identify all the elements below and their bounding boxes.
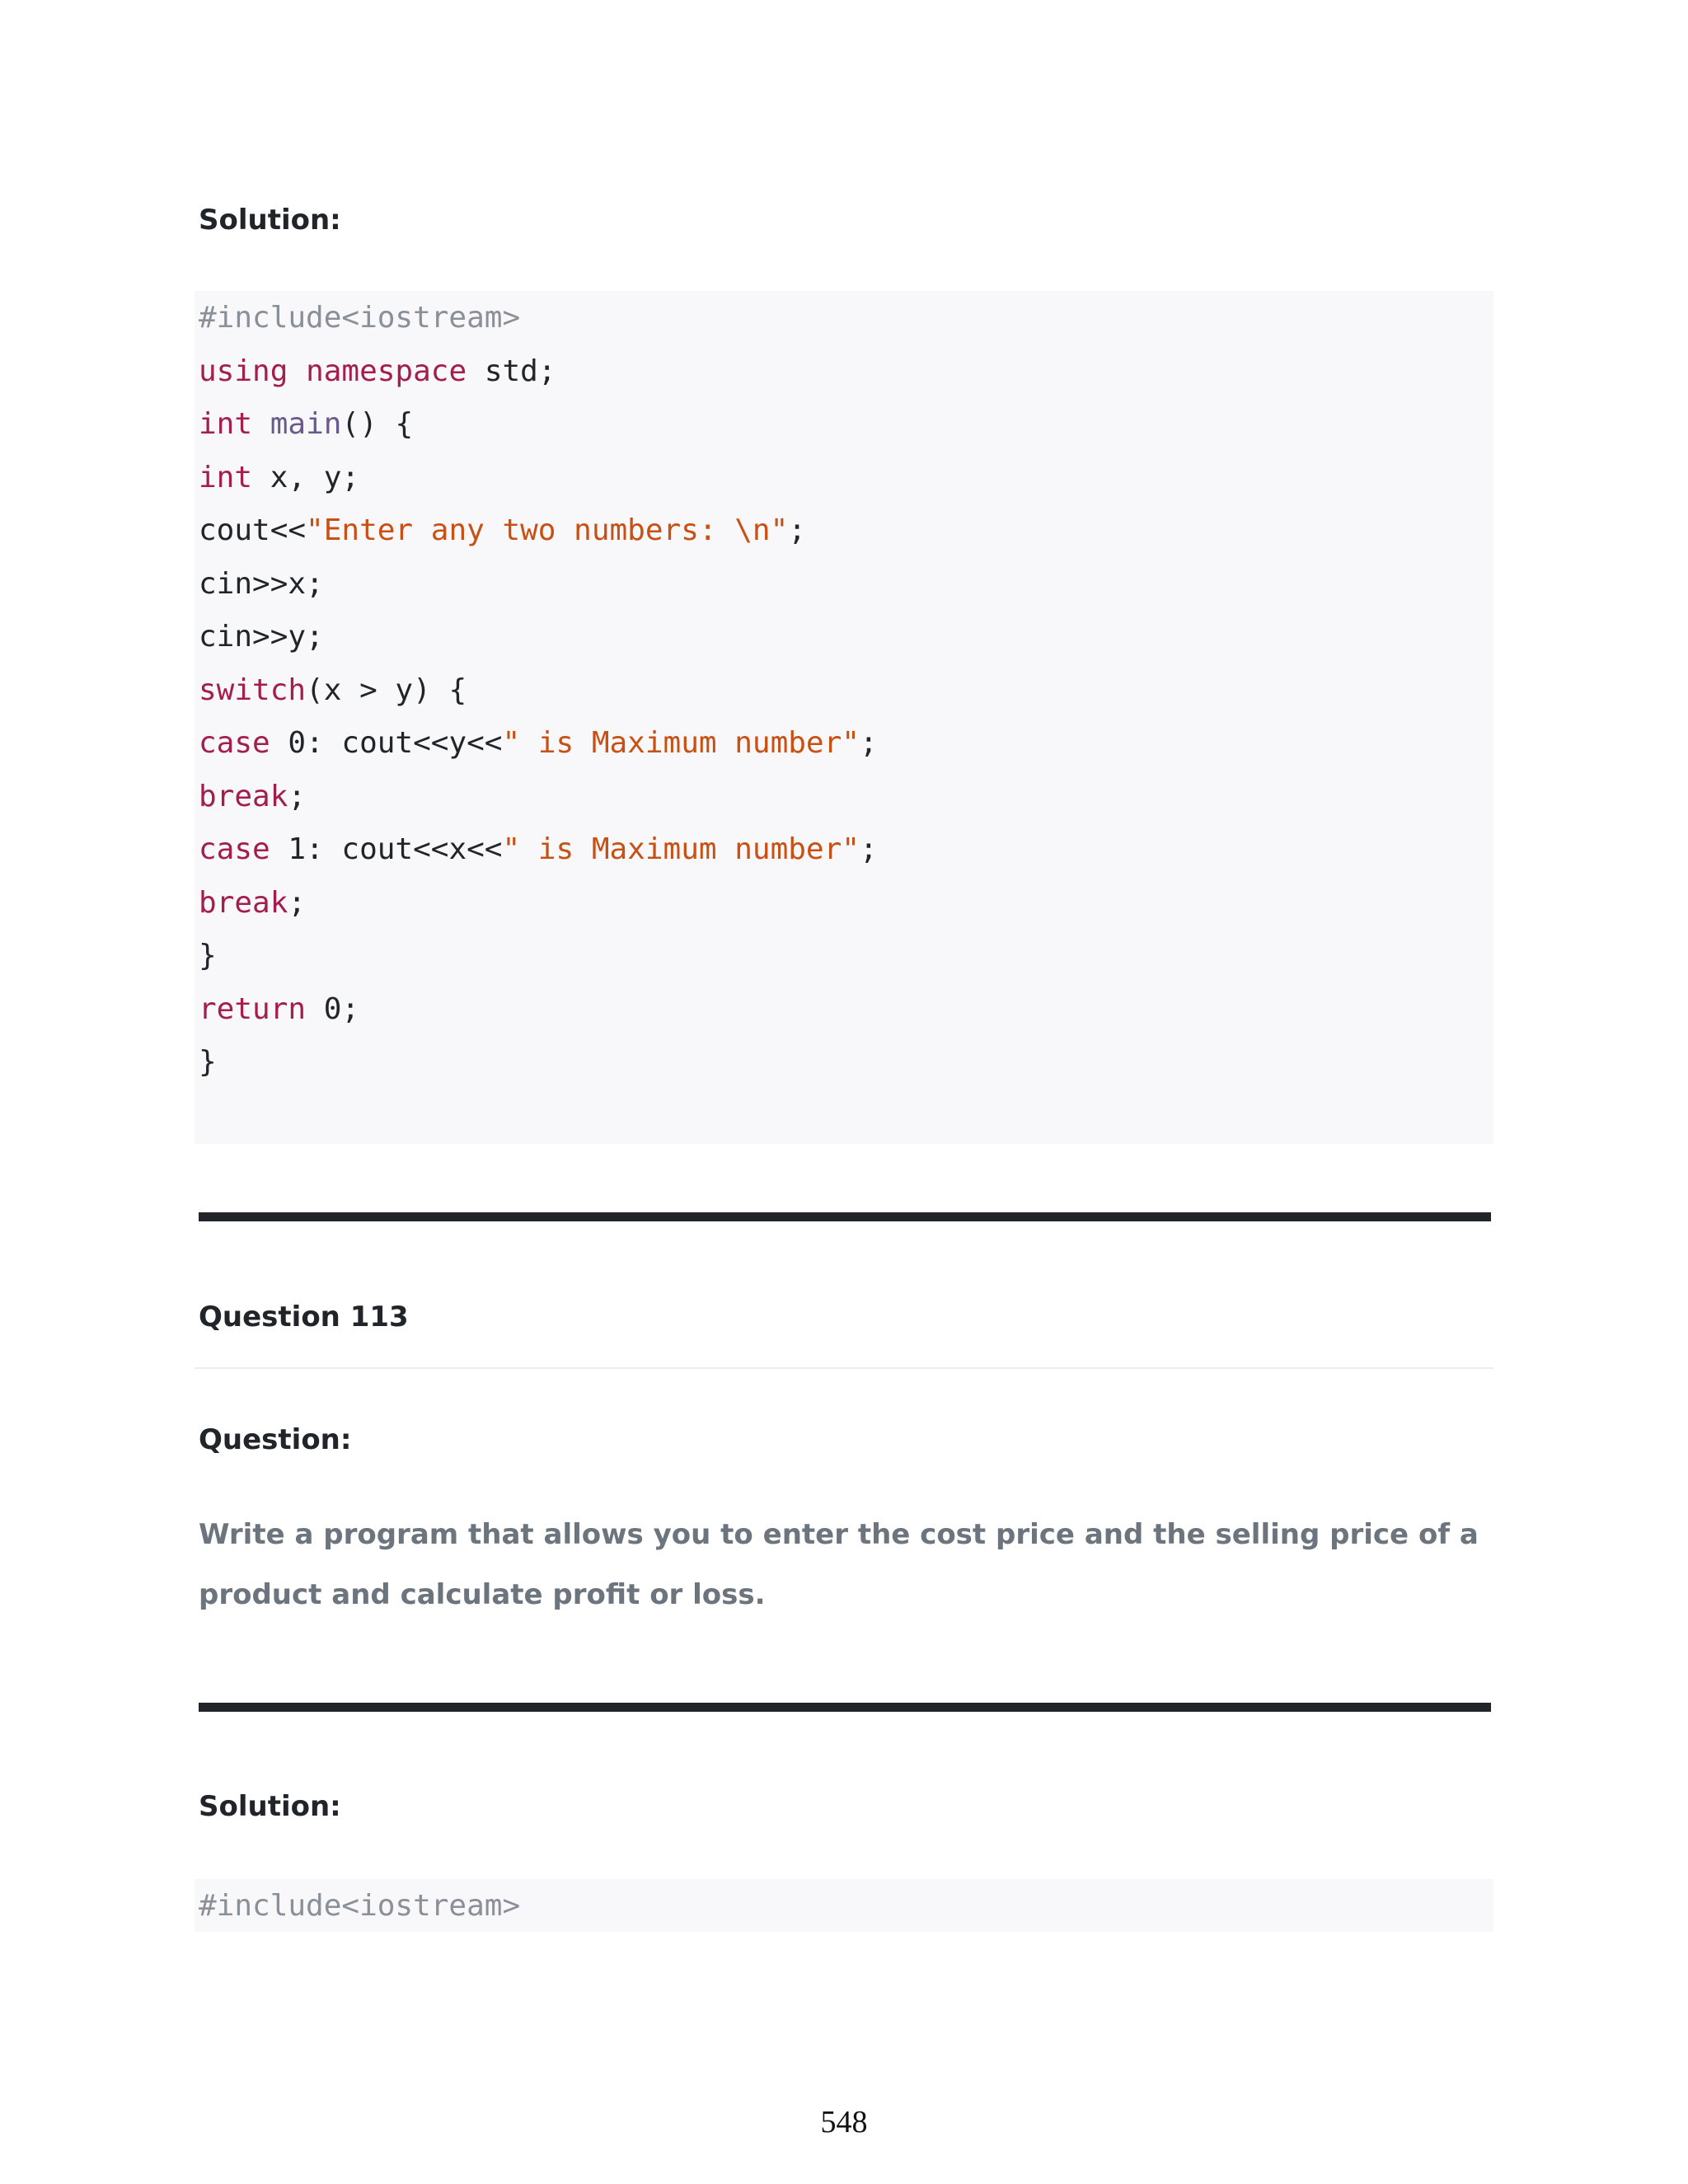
heading-underline: [195, 1367, 1493, 1369]
section-divider: [199, 1212, 1491, 1221]
code-line: [199, 354, 556, 388]
code-token: int: [199, 460, 253, 494]
solution-heading: Solution:: [199, 1790, 341, 1823]
code-token: case: [199, 726, 270, 760]
code-line: [199, 941, 217, 971]
code-token: ;: [788, 513, 806, 547]
code-token: main: [270, 407, 342, 441]
code-token: case: [199, 832, 270, 866]
code-line: [199, 779, 307, 813]
question-text: Write a program that allows you to enter the cost price and the selling price of a product and calculate profit or loss.: [199, 1518, 1479, 1611]
question-number-heading: Question 113: [199, 1301, 409, 1333]
code-token: ;: [288, 779, 307, 813]
code-token: #include<iostream>: [199, 301, 521, 335]
solution-heading: Solution:: [199, 204, 341, 237]
code-line: [199, 1891, 520, 1921]
code-token: 0;: [306, 991, 360, 1026]
code-block: [195, 291, 1493, 1144]
code-line: [199, 513, 806, 547]
code-token: [252, 407, 270, 441]
code-token: #include<iostream>: [199, 1889, 521, 1923]
code-line: [199, 832, 878, 866]
code-token: break: [199, 885, 288, 920]
code-token: cout<<: [199, 513, 307, 547]
code-token: }: [199, 1045, 217, 1079]
code-token: cin>>x;: [199, 566, 324, 601]
code-block: [195, 1879, 1493, 1932]
page-number: 548: [820, 2105, 868, 2139]
code-line: [199, 303, 520, 333]
code-token: return: [199, 991, 307, 1026]
code-line: [199, 673, 467, 707]
code-token: ;: [859, 726, 878, 760]
code-token: }: [199, 939, 217, 972]
code-token: 1: cout<<x<<: [270, 832, 503, 866]
code-token: " is Maximum number": [502, 726, 860, 760]
code-line: [199, 991, 360, 1026]
code-line: [199, 407, 414, 441]
code-token: namespace: [306, 354, 467, 388]
code-token: 0: cout<<y<<: [270, 726, 503, 760]
code-line: [199, 622, 324, 652]
code-token: cin>>y;: [199, 620, 324, 654]
code-token: int: [199, 407, 253, 441]
question-heading: Question:: [199, 1423, 352, 1456]
code-token: " is Maximum number": [502, 832, 860, 866]
code-line: [199, 460, 360, 494]
code-token: break: [199, 779, 288, 813]
code-line: [199, 1047, 217, 1077]
code-token: std;: [467, 354, 556, 388]
code-token: (x > y) {: [306, 673, 467, 707]
code-token: () {: [341, 407, 414, 441]
code-token: using: [199, 354, 288, 388]
section-divider: [199, 1703, 1491, 1712]
code-token: x, y;: [252, 460, 360, 494]
code-token: [288, 354, 306, 388]
code-line: [199, 566, 324, 601]
code-token: ;: [859, 832, 878, 866]
code-line: [199, 726, 878, 760]
code-token: "Enter any two numbers: \n": [306, 513, 789, 547]
code-line: [199, 885, 307, 920]
code-token: ;: [288, 885, 307, 920]
code-token: switch: [199, 673, 307, 707]
